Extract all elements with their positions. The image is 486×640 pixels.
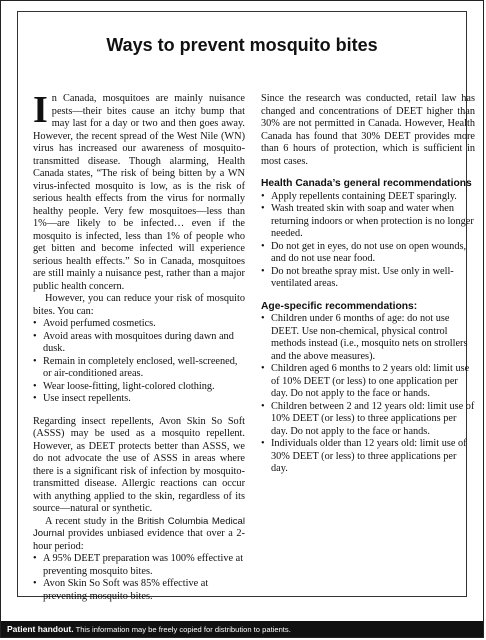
page-title: Ways to prevent mosquito bites: [106, 35, 378, 55]
list-item: • Avoid perfumed cosmetics.: [33, 318, 245, 331]
study-results-list: [33, 553, 245, 603]
list-item: • Children under 6 months of age: do not use DEET. Use non-chemical, physical control methods instead (i.e., mosquito nets on strollers and the above measures).: [261, 313, 475, 363]
general-recommendations-list: [261, 191, 475, 291]
list-item: • Children aged 6 months to 2 years old: limit use of 10% DEET (or less) to one application per day. Do not apply to the face or hands.: [261, 363, 475, 401]
can-paragraph: However, you can reduce your risk of mosquito bites. You can:: [33, 293, 245, 317]
left-column: [33, 89, 245, 603]
footer-text: This information may be freely copied for distribution to patients.: [73, 625, 291, 634]
footer-label: Patient handout.: [7, 624, 74, 634]
study-text-end: provides unbiased evidence that over a 2-hour period:: [33, 528, 245, 552]
list-item: • Do not get in eyes, do not use on open wounds, and do not use near food.: [261, 241, 475, 266]
list-item: • Use insect repellents.: [33, 393, 245, 406]
list-item: • Wash treated skin with soap and water when returning indoors or when protection is no longer needed.: [261, 203, 475, 241]
prevention-list: [33, 318, 245, 406]
drop-cap: I: [33, 89, 48, 131]
right-column: [261, 93, 475, 476]
study-text-start: A recent study in the: [45, 515, 138, 527]
list-item: • Apply repellents containing DEET sparingly.: [261, 191, 475, 204]
list-item: • Wear loose-fitting, light-colored clothing.: [33, 381, 245, 394]
general-recommendations-heading: Health Canada’s general recommendations: [261, 178, 472, 189]
list-item: • A 95% DEET preparation was 100% effective at preventing mosquito bites.: [33, 553, 245, 578]
study-paragraph: [33, 516, 245, 554]
age-recommendations-heading: Age-specific recommendations:: [261, 300, 418, 312]
list-item: • Individuals older than 12 years old: limit use of 30% DEET (or less) to three applications per day.: [261, 438, 475, 476]
repellent-paragraph: Regarding insect repellents, Avon Skin So Soft (ASSS) may be used as a mosquito repellent. However, as DEET protects better than ASSS, we do not advocate the use of ASSS in areas where there is a significant risk of infection by mosquito-transmitted disease. Allergic reactions can occur with anything applied to the skin, regardless of its source—natural or synthetic.: [33, 415, 245, 514]
list-item: • Do not breathe spray mist. Use only in well-ventilated areas.: [261, 266, 475, 291]
research-paragraph: Since the research was conducted, retail law has changed and concentrations of DEET higher than 30% are not permitted in Canada. However, Health Canada has found that 30% DEET provides more than 6 hours of protection, which is sufficient in most cases.: [261, 93, 475, 167]
footer-bar: [1, 621, 483, 637]
journal-name: British Columbia Medical Journal: [33, 515, 245, 539]
list-item: • Remain in completely enclosed, well-screened, or air-conditioned areas.: [33, 356, 245, 381]
intro-text: n Canada, mosquitoes are mainly nuisance pests—their bites cause an itchy bump that may last for a day or two and then goes away. However, the recent spread of the West Nile (WN) virus has increased our awareness of mosquito-transmitted disease. Though alarming, Health Canada states, “The risk of being bitten by a WN virus-infected mosquito is low, as is the risk of serious health effects from the virus for normally healthy people. Very few mosquitoes—less than 1%—are likely to be infected… even if the mosquito is infected, less than 1% of people who get bitten and become infected will experience serious health effects.” So in Canada, mosquitoes are still mainly a nuisance pest, rather than a major public health concern.: [33, 93, 245, 292]
list-item: • Avoid areas with mosquitoes during dawn and dusk.: [33, 331, 245, 356]
list-item: • Avon Skin So Soft was 85% effective at preventing mosquito bites.: [33, 578, 245, 603]
age-recommendations-list: [261, 313, 475, 476]
intro-paragraph: [33, 89, 245, 293]
list-item: • Children between 2 and 12 years old: limit use of 10% DEET (or less) to three applications per day. Do not apply to the face or hands.: [261, 401, 475, 439]
